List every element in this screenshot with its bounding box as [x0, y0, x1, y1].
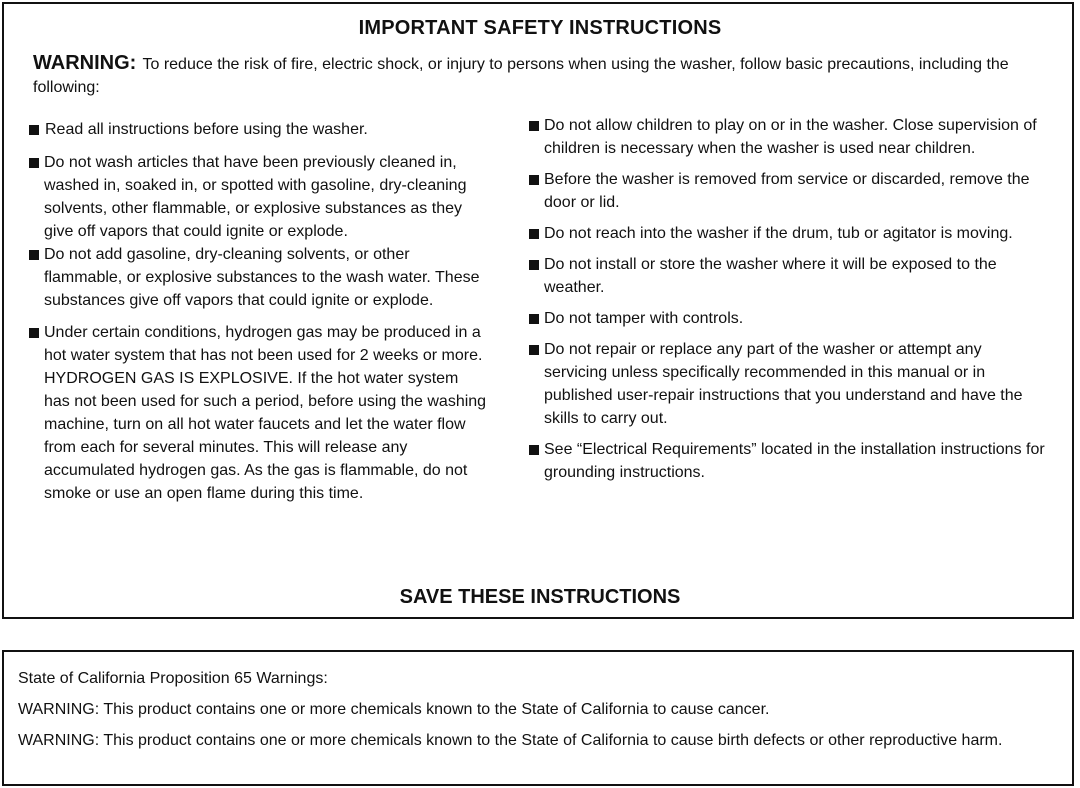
- list-item: [528, 222, 1048, 245]
- prop65-birth-defects-warning: WARNING: This product contains one or more chemicals known to the State of California to cause birth defects or other reproductive harm.: [18, 732, 1003, 749]
- prop65-cancer-warning: WARNING: This product contains one or more chemicals known to the State of California to cause cancer.: [18, 701, 770, 718]
- list-item-text: Do not wash articles that have been previously cleaned in, washed in, soaked in, or spotted with gasoline, dry-cleaning solvents, other flammable, or explosive substances as they give off vapors that could ignite or explode.: [44, 154, 467, 240]
- list-item: [28, 118, 488, 141]
- list-item: [28, 243, 488, 312]
- prop65-warnings: [18, 668, 1058, 751]
- list-item: [528, 253, 1048, 299]
- square-bullet-icon: [529, 229, 539, 239]
- list-item: [28, 151, 488, 243]
- square-bullet-icon: [29, 125, 39, 135]
- prop65-heading: State of California Proposition 65 Warnings:: [18, 670, 328, 687]
- list-item-text: Do not repair or replace any part of the washer or attempt any servicing unless specifically recommended in this manual or in published user-repair instructions that you understand and have the skills to carry out.: [544, 341, 1023, 427]
- list-item: [528, 168, 1048, 214]
- square-bullet-icon: [529, 314, 539, 324]
- warning-text: To reduce the risk of fire, electric shock, or injury to persons when using the washer, follow basic precautions, including the following:: [33, 56, 1009, 96]
- list-item-text: Do not tamper with controls.: [544, 310, 744, 327]
- save-instructions-heading: SAVE THESE INSTRUCTIONS: [399, 586, 681, 608]
- square-bullet-icon: [29, 158, 39, 168]
- square-bullet-icon: [529, 260, 539, 270]
- list-item-text: Under certain conditions, hydrogen gas may be produced in a hot water system that has not been used for 2 weeks or more. HYDROGEN GAS IS EXPLOSIVE. If the hot water system has not been used for such a period, before using the washing machine, turn on all hot water faucets and let the water flow from each for several minutes. This will release any accumulated hydrogen gas. As the gas is flammable, do not smoke or use an open flame during this time.: [44, 324, 487, 502]
- list-item: [528, 114, 1048, 160]
- list-item-text: Read all instructions before using the washer.: [45, 121, 368, 138]
- list-item: [528, 438, 1048, 484]
- list-item-text: Do not add gasoline, dry-cleaning solvents, or other flammable, or explosive substances to the wash water. These substances give off vapors that could ignite or explode.: [44, 246, 480, 309]
- list-item-text: Do not install or store the washer where it will be exposed to the weather.: [544, 256, 997, 296]
- list-item: [528, 338, 1048, 430]
- list-item-text: Do not reach into the washer if the drum, tub or agitator is moving.: [544, 225, 1013, 242]
- safety-title: IMPORTANT SAFETY INSTRUCTIONS: [358, 17, 722, 39]
- instructions-right-column: [528, 114, 1048, 492]
- list-item-text: Before the washer is removed from service or discarded, remove the door or lid.: [544, 171, 1030, 211]
- list-item-text: See “Electrical Requirements” located in the installation instructions for grounding instructions.: [544, 441, 1045, 481]
- list-item-text: Do not allow children to play on or in the washer. Close supervision of children is necessary when the washer is used near children.: [544, 117, 1037, 157]
- square-bullet-icon: [529, 175, 539, 185]
- warning-label: WARNING:: [33, 52, 137, 74]
- square-bullet-icon: [29, 250, 39, 260]
- square-bullet-icon: [529, 121, 539, 131]
- warning-intro: [33, 52, 1043, 99]
- square-bullet-icon: [529, 345, 539, 355]
- instructions-left-column: [28, 118, 488, 505]
- square-bullet-icon: [29, 328, 39, 338]
- list-item: [28, 321, 488, 505]
- square-bullet-icon: [529, 445, 539, 455]
- list-item: [528, 307, 1048, 330]
